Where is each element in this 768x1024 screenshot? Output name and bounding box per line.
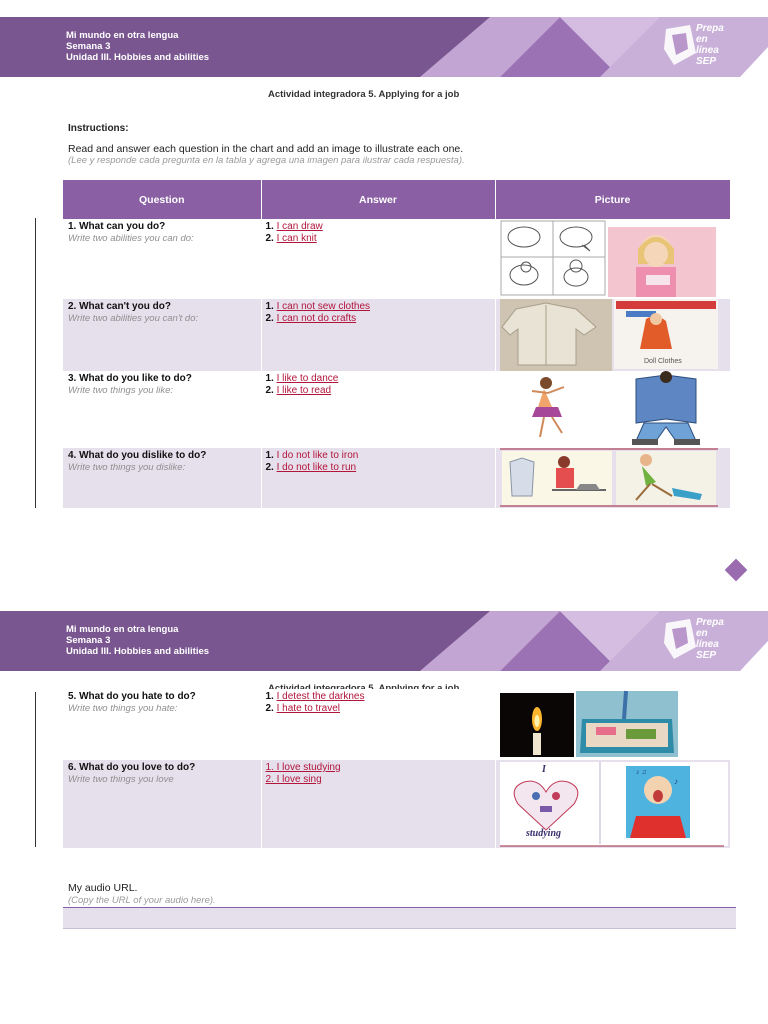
page-banner	[0, 17, 768, 77]
question-hint: Write two abilities you can do:	[68, 233, 194, 244]
week-label: Semana 3	[66, 635, 111, 646]
prepa-en-linea-logo	[660, 21, 738, 71]
answer-text[interactable]: I like to dance	[276, 373, 339, 384]
candle-and-suitcase-image	[496, 689, 731, 760]
question-text: 4. What do you dislike to do?	[68, 450, 207, 461]
instructions-label: Instructions:	[68, 123, 129, 134]
header-picture: Picture	[495, 180, 730, 219]
answer-number: 1.	[265, 301, 274, 312]
table-row	[63, 371, 730, 448]
music-note-icon: ♪ ♫	[635, 769, 647, 776]
logo-line-1: Prepa en	[696, 617, 724, 639]
question-cell	[63, 371, 261, 448]
logo-icon	[660, 23, 700, 68]
question-cell	[63, 299, 261, 371]
answer-cell	[261, 689, 495, 760]
answer-cell	[261, 448, 495, 508]
audio-url-label: My audio URL.	[68, 882, 138, 894]
unit-label: Unidad III. Hobbies and abilities	[66, 52, 210, 63]
table-header-row	[63, 180, 730, 219]
table-row	[63, 299, 730, 371]
prepa-en-linea-logo	[660, 615, 738, 665]
answer-text[interactable]: I do not like to iron	[276, 450, 359, 461]
audio-url-field[interactable]	[63, 907, 736, 929]
question-cell	[63, 448, 261, 508]
answer-number: 2.	[265, 385, 274, 396]
answer-cell	[261, 219, 495, 299]
question-text: 1. What can you do?	[68, 221, 166, 232]
table-row	[63, 760, 730, 848]
answer-text[interactable]: I can not sew clothes	[276, 301, 371, 312]
page-corner-diamond	[725, 559, 748, 582]
picture-cell	[495, 371, 730, 448]
instructions-subtext: (Lee y responde cada pregunta en la tabla y agrega una imagen para ilustrar cada respuesta).	[68, 155, 465, 166]
answer-text[interactable]: I do not like to run	[276, 462, 357, 473]
page-banner-2	[0, 611, 768, 671]
answer-text[interactable]: 2. I love sing	[265, 774, 322, 785]
ironing-and-running-image	[496, 448, 731, 508]
picture-cell	[495, 448, 730, 508]
question-hint: Write two abilities you can't do:	[68, 313, 199, 324]
question-hint: Write two things you hate:	[68, 703, 178, 714]
question-hint: Write two things you love	[68, 774, 174, 785]
drawing-steps-and-girl-knitting-image	[496, 219, 731, 299]
answer-cell	[261, 299, 495, 371]
picture-cell	[495, 689, 730, 760]
answer-text[interactable]: I hate to travel	[276, 703, 340, 714]
studying-top-label: I	[541, 764, 546, 775]
answer-number: 2.	[265, 233, 274, 244]
sewing-and-doll-clothes-image	[496, 299, 731, 371]
banner-text	[66, 30, 209, 63]
dancing-and-reading-image	[496, 371, 731, 448]
studying-bottom-label: studying	[525, 828, 561, 839]
logo-line-2: línea	[696, 45, 719, 56]
doll-clothes-caption: Doll Clothes	[643, 358, 682, 365]
header-answer: Answer	[261, 180, 495, 219]
music-note-icon: ♪	[673, 777, 678, 786]
answer-cell	[261, 760, 495, 848]
answer-number: 2.	[265, 313, 274, 324]
logo-line-3: SEP	[696, 650, 717, 661]
studying-and-singing-image	[496, 760, 731, 848]
picture-cell	[495, 760, 730, 848]
answer-text[interactable]: I can not do crafts	[276, 313, 357, 324]
course-name: Mi mundo en otra lengua	[66, 30, 179, 41]
answer-text[interactable]: I detest the darknes	[276, 691, 365, 702]
answer-text[interactable]: I can knit	[276, 233, 317, 244]
instructions-text: Read and answer each question in the chart and add an image to illustrate each one.	[68, 143, 464, 155]
answer-number: 2.	[265, 703, 274, 714]
course-name: Mi mundo en otra lengua	[66, 624, 179, 635]
logo-icon	[660, 617, 700, 662]
question-text: 2. What can't you do?	[68, 301, 171, 312]
week-label: Semana 3	[66, 41, 111, 52]
answer-text[interactable]: I like to read	[276, 385, 332, 396]
question-cell	[63, 760, 261, 848]
answer-number: 1.	[265, 221, 274, 232]
answer-number: 2.	[265, 462, 274, 473]
question-text: 6. What do you love to do?	[68, 762, 196, 773]
logo-line-2: línea	[696, 639, 719, 650]
activity-title: Actividad integradora 5. Applying for a job	[268, 89, 460, 100]
table-row	[63, 689, 730, 760]
picture-cell	[495, 299, 730, 371]
banner-text	[66, 624, 209, 657]
answer-number: 1.	[265, 691, 274, 702]
audio-url-hint: (Copy the URL of your audio here).	[68, 895, 216, 906]
answer-number: 1.	[265, 373, 274, 384]
margin-line	[35, 218, 36, 508]
question-text: 5. What do you hate to do?	[68, 691, 196, 702]
logo-line-3: SEP	[696, 56, 717, 67]
question-cell	[63, 689, 261, 760]
answer-text[interactable]: 1. I love studying	[265, 762, 341, 773]
logo-line-1: Prepa en	[696, 23, 724, 45]
answer-cell	[261, 371, 495, 448]
answer-number: 1.	[265, 450, 274, 461]
qa-table	[63, 180, 731, 508]
table-row	[63, 448, 730, 508]
question-hint: Write two things you like:	[68, 385, 174, 396]
unit-label: Unidad III. Hobbies and abilities	[66, 646, 210, 657]
header-question: Question	[63, 180, 261, 219]
table-row	[63, 219, 730, 299]
answer-text[interactable]: I can draw	[276, 221, 323, 232]
question-text: 3. What do you like to do?	[68, 373, 192, 384]
question-cell	[63, 219, 261, 299]
margin-line	[35, 692, 36, 847]
picture-cell	[495, 219, 730, 299]
question-hint: Write two things you dislike:	[68, 462, 186, 473]
qa-table-continued	[63, 689, 731, 848]
